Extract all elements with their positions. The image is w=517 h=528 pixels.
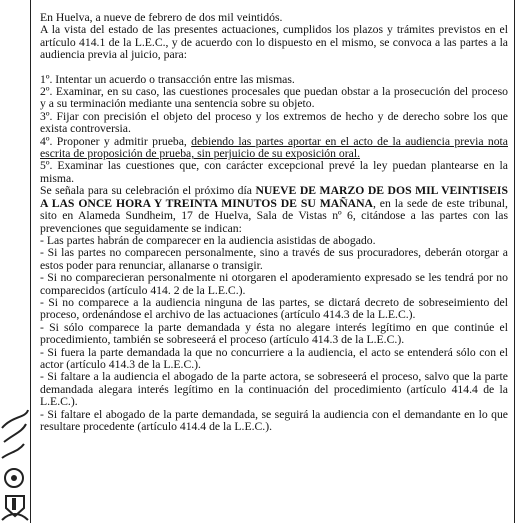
schedule-suffix: , en la sede de este tribunal, sito en Alameda Sundheim, 17 de Huelva, Sala de Vistas nº 6, citándose a las partes con las prevenciones que seguidamente se indican: xyxy=(40,196,508,235)
item-3: 3º. Fijar con precisión el objeto del proceso y los extremos de hecho y de derecho sobre los que exista controversia. xyxy=(40,109,508,136)
schedule-paragraph xyxy=(40,185,508,235)
item-1: 1º. Intentar un acuerdo o transacción entre las mismas. xyxy=(40,72,295,86)
coat-of-arms-icon xyxy=(0,408,30,523)
item-4-prefix: 4º. Proponer y admitir prueba, xyxy=(40,134,192,148)
intro-paragraph: A la vista del estado de las presentes actuaciones, cumplidos los plazos y trámites previstos en el artículo 414.1 de la L.E.C., y de acuerdo con lo dispuesto en el mismo, se convoca a las partes a la audiencia previa al juicio, para: xyxy=(40,23,508,62)
schedule-prefix: Se señala para su celebración el próximo día xyxy=(40,184,256,198)
warning-6: - Si fuera la parte demandada la que no concurriere a la audiencia, el acto se entenderá sólo con el actor (artículo 414.3 de la L.E.C.). xyxy=(40,345,508,371)
warning-2: - Si las partes no comparecen personalmente, sino a través de sus procuradores, deberán otorgar a estos poder para renunciar, allanarse o transigir. xyxy=(40,246,508,272)
warning-8: - Si faltare el abogado de la parte demandada, se seguirá la audiencia con el demandante en lo que resultare procedente (artículo 414.4 de la L.E.C.). xyxy=(40,407,508,433)
left-margin-rule xyxy=(30,0,31,523)
item-4-underlined: debiendo las partes aportar en el acto de la audiencia previa nota escrita de proposición de prueba, sin perjuicio de su exposición oral. xyxy=(40,134,508,161)
item-2: 2º. Examinar, en su caso, las cuestiones procesales que puedan obstar a la prosecución del proceso y a su terminación mediante una sentencia sobre su objeto. xyxy=(40,85,508,111)
right-margin-rule xyxy=(514,0,515,523)
warning-3: - Si no comparecieran personalmente ni otorgaren el apoderamiento expresado se les tendrá por no comparecidos (artículo 414. 2 de la L.E.C.). xyxy=(40,271,508,297)
warning-5: - Si sólo comparece la parte demandada y ésta no alegare interés legítimo en que continúe el procedimiento, también se sobreseerá el proceso (artículo 414.3 de la L.E.C.). xyxy=(40,320,508,347)
item-4 xyxy=(40,136,508,161)
document-body xyxy=(40,12,508,433)
warning-1: - Las partes habrán de comparecer en la audiencia asistidas de abogado. xyxy=(40,233,376,247)
warning-7: - Si faltare a la audiencia el abogado de la parte actora, se sobreseerá el proceso, salvo que la parte demandada alegara interés legítimo en la continuación del procedimiento (artículo 414.4 de la L.E.C.). xyxy=(40,370,508,409)
item-5: 5º. Examinar las cuestiones que, con carácter excepcional prevé la ley puedan plantearse en la misma. xyxy=(40,159,508,185)
schedule-date: NUEVE DE MARZO DE DOS MIL VEINTISEIS A LAS ONCE HORA Y TREINTA MINUTOS DE SU MAÑANA xyxy=(40,184,508,210)
date-line: En Huelva, a nueve de febrero de dos mil veintidós. xyxy=(40,11,283,24)
warning-4: - Si no comparece a la audiencia ninguna de las partes, se dictará decreto de sobreseimiento del proceso, ordenándose el archivo de las actuaciones (artículo 414.3 de la L.E.C.). xyxy=(40,295,508,322)
